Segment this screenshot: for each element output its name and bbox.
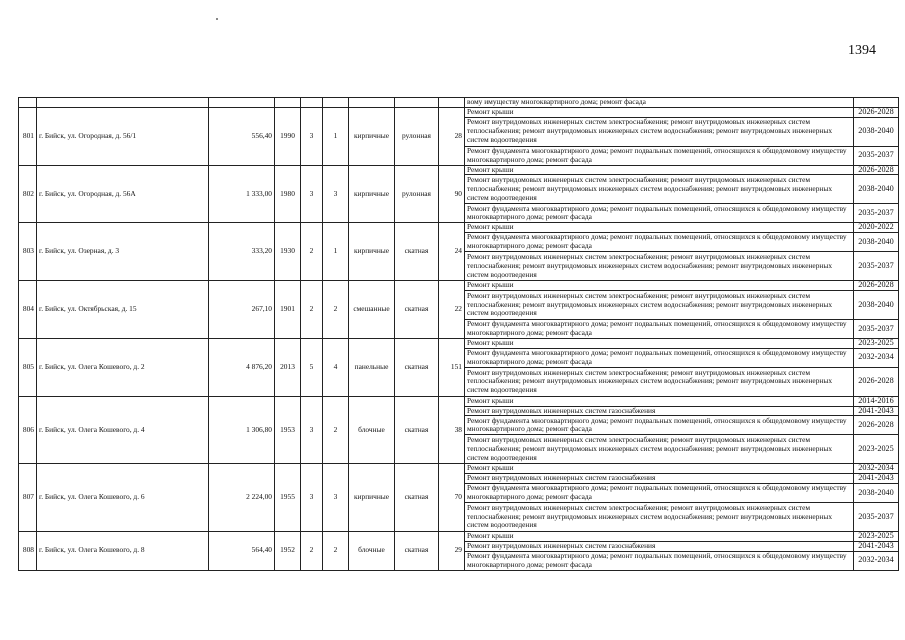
repair-schedule-table [18,97,899,571]
wall-material: кирпичные [349,107,395,165]
work-description: Ремонт фундамента многоквартирного дома; ремонт подвальных помещений, относящихся к общедомовому имуществу многоквартирного дома; ремонт фасада [465,146,854,165]
wall-material: панельные [349,338,395,396]
floor-count: 3 [301,396,323,464]
entrance-count: 2 [323,531,349,570]
work-description: Ремонт фундамента многоквартирного дома; ремонт подвальных помещений, относящихся к общедомовому имуществу многоквартирного дома; ремонт фасада [465,319,854,338]
floor-count: 3 [301,165,323,223]
house-address: г. Бийск, ул. Олега Кошевого, д. 8 [37,531,209,570]
build-year: 2013 [275,338,301,396]
work-period: 2026-2028 [854,165,899,175]
build-year: 1955 [275,464,301,532]
house-address: г. Бийск, ул. Огородная, д. 56А [37,165,209,223]
work-description: Ремонт внутридомовых инженерных систем электроснабжения; ремонт внутридомовых инженерных систем теплоснабжения; ремонт внутридомовых инженерных систем водоснабжения; ремонт внутридомовых инженерных систем водоотведения [465,175,854,204]
roof-type: скатная [395,281,439,339]
build-year: 1930 [275,223,301,281]
work-description: Ремонт внутридомовых инженерных систем электроснабжения; ремонт внутридомовых инженерных систем теплоснабжения; ремонт внутридомовых инженерных систем водоснабжения; ремонт внутридомовых инженерных систем водоотведения [465,435,854,464]
floor-count: 3 [301,107,323,165]
house-address: г. Бийск, ул. Огородная, д. 56/1 [37,107,209,165]
work-period: 2035-2037 [854,502,899,531]
work-description: Ремонт крыши [465,338,854,348]
work-period: 2023-2025 [854,338,899,348]
work-description: Ремонт крыши [465,223,854,233]
work-period: 2014-2016 [854,396,899,406]
work-period: 2023-2025 [854,531,899,541]
work-period: 2038-2040 [854,175,899,204]
work-description: Ремонт внутридомовых инженерных систем электроснабжения; ремонт внутридомовых инженерных систем теплоснабжения; ремонт внутридомовых инженерных систем водоснабжения; ремонт внутридомовых инженерных систем водоотведения [465,367,854,396]
wall-material: кирпичные [349,165,395,223]
floor-count: 2 [301,223,323,281]
work-description: Ремонт внутридомовых инженерных систем газоснабжения [465,406,854,416]
house-area: 1 306,80 [209,396,275,464]
house-area: 2 224,00 [209,464,275,532]
work-period: 2038-2040 [854,290,899,319]
build-year: 1980 [275,165,301,223]
work-period: 2032-2034 [854,348,899,367]
work-period: 2023-2025 [854,435,899,464]
roof-type: скатная [395,396,439,464]
work-period: 2038-2040 [854,117,899,146]
work-period: 2035-2037 [854,204,899,223]
house-row [19,464,899,474]
house-number: 807 [19,464,37,532]
house-row [19,281,899,291]
work-period: 2032-2034 [854,464,899,474]
work-period: 2038-2040 [854,483,899,502]
page-number: 1394 [848,43,876,58]
entrance-count: 3 [323,464,349,532]
entrance-count: 4 [323,338,349,396]
house-number: 802 [19,165,37,223]
work-description: Ремонт внутридомовых инженерных систем электроснабжения; ремонт внутридомовых инженерных систем теплоснабжения; ремонт внутридомовых инженерных систем водоснабжения; ремонт внутридомовых инженерных систем водоотведения [465,117,854,146]
house-area: 267,10 [209,281,275,339]
work-period: 2032-2034 [854,551,899,570]
work-description: Ремонт внутридомовых инженерных систем электроснабжения; ремонт внутридомовых инженерных систем теплоснабжения; ремонт внутридомовых инженерных систем водоснабжения; ремонт внутридомовых инженерных систем водоотведения [465,502,854,531]
house-area: 564,40 [209,531,275,570]
floor-count: 3 [301,464,323,532]
house-number: 806 [19,396,37,464]
wall-material: блочные [349,396,395,464]
house-area: 333,20 [209,223,275,281]
house-address: г. Бийск, ул. Октябрьская, д. 15 [37,281,209,339]
resident-count: 70 [439,464,465,532]
work-period: 2038-2040 [854,233,899,252]
work-period: 2026-2028 [854,367,899,396]
work-description: Ремонт крыши [465,107,854,117]
work-description: Ремонт внутридомовых инженерных систем электроснабжения; ремонт внутридомовых инженерных систем теплоснабжения; ремонт внутридомовых инженерных систем водоснабжения; ремонт внутридомовых инженерных систем водоотведения [465,252,854,281]
wall-material: блочные [349,531,395,570]
house-number: 808 [19,531,37,570]
work-description: Ремонт фундамента многоквартирного дома; ремонт подвальных помещений, относящихся к общедомовому имуществу многоквартирного дома; ремонт фасада [465,233,854,252]
house-address: г. Бийск, ул. Озерная, д. 3 [37,223,209,281]
house-address: г. Бийск, ул. Олега Кошевого, д. 2 [37,338,209,396]
work-period: 2041-2043 [854,474,899,484]
entrance-count: 2 [323,396,349,464]
house-row [19,531,899,541]
work-period: 2020-2022 [854,223,899,233]
work-period: 2041-2043 [854,406,899,416]
house-number: 803 [19,223,37,281]
roof-type: рулонная [395,107,439,165]
work-period: 2035-2037 [854,319,899,338]
work-description: Ремонт фундамента многоквартирного дома; ремонт подвальных помещений, относящихся к общедомовому имуществу многоквартирного дома; ремонт фасада [465,204,854,223]
house-row [19,165,899,175]
build-year: 1953 [275,396,301,464]
house-address: г. Бийск, ул. Олега Кошевого, д. 4 [37,396,209,464]
entrance-count: 3 [323,165,349,223]
build-year: 1952 [275,531,301,570]
house-area: 556,40 [209,107,275,165]
resident-count: 22 [439,281,465,339]
work-period: 2035-2037 [854,146,899,165]
floor-count: 2 [301,531,323,570]
work-description: Ремонт крыши [465,464,854,474]
resident-count: 38 [439,396,465,464]
work-description: Ремонт крыши [465,281,854,291]
house-number: 801 [19,107,37,165]
house-row [19,396,899,406]
house-row [19,223,899,233]
scan-speck [216,18,218,20]
work-description: Ремонт крыши [465,396,854,406]
wall-material: кирпичные [349,464,395,532]
entrance-count: 2 [323,281,349,339]
roof-type: скатная [395,338,439,396]
work-description: Ремонт фундамента многоквартирного дома; ремонт подвальных помещений, относящихся к общедомовому имуществу многоквартирного дома; ремонт фасада [465,416,854,435]
floor-count: 5 [301,338,323,396]
work-period: 2026-2028 [854,281,899,291]
roof-type: рулонная [395,165,439,223]
roof-type: скатная [395,223,439,281]
work-description: Ремонт фундамента многоквартирного дома; ремонт подвальных помещений, относящихся к общедомовому имуществу многоквартирного дома; ремонт фасада [465,551,854,570]
work-description: Ремонт фундамента многоквартирного дома; ремонт подвальных помещений, относящихся к общедомовому имуществу многоквартирного дома; ремонт фасада [465,348,854,367]
resident-count: 28 [439,107,465,165]
table-body [19,98,899,571]
house-area: 4 876,20 [209,338,275,396]
entrance-count: 1 [323,107,349,165]
wall-material: кирпичные [349,223,395,281]
work-description: Ремонт внутридомовых инженерных систем электроснабжения; ремонт внутридомовых инженерных систем теплоснабжения; ремонт внутридомовых инженерных систем водоснабжения; ремонт внутридомовых инженерных систем водоотведения [465,290,854,319]
resident-count: 29 [439,531,465,570]
work-period: 2041-2043 [854,541,899,551]
roof-type: скатная [395,531,439,570]
work-period [854,98,899,108]
roof-type: скатная [395,464,439,532]
build-year: 1901 [275,281,301,339]
work-period: 2035-2037 [854,252,899,281]
resident-count: 90 [439,165,465,223]
work-description: Ремонт фундамента многоквартирного дома; ремонт подвальных помещений, относящихся к общедомовому имуществу многоквартирного дома; ремонт фасада [465,483,854,502]
work-description: Ремонт крыши [465,165,854,175]
work-description: Ремонт внутридомовых инженерных систем газоснабжения [465,474,854,484]
work-period: 2026-2028 [854,416,899,435]
floor-count: 2 [301,281,323,339]
house-row [19,338,899,348]
resident-count: 151 [439,338,465,396]
wall-material: смешанные [349,281,395,339]
work-description: вому имуществу многоквартирного дома; ремонт фасада [465,98,854,108]
house-address: г. Бийск, ул. Олега Кошевого, д. 6 [37,464,209,532]
house-number: 805 [19,338,37,396]
house-row [19,107,899,117]
house-area: 1 333,00 [209,165,275,223]
carry-over-row [19,98,899,108]
resident-count: 24 [439,223,465,281]
entrance-count: 1 [323,223,349,281]
build-year: 1990 [275,107,301,165]
work-description: Ремонт крыши [465,531,854,541]
work-description: Ремонт внутридомовых инженерных систем газоснабжения [465,541,854,551]
house-number: 804 [19,281,37,339]
work-period: 2026-2028 [854,107,899,117]
